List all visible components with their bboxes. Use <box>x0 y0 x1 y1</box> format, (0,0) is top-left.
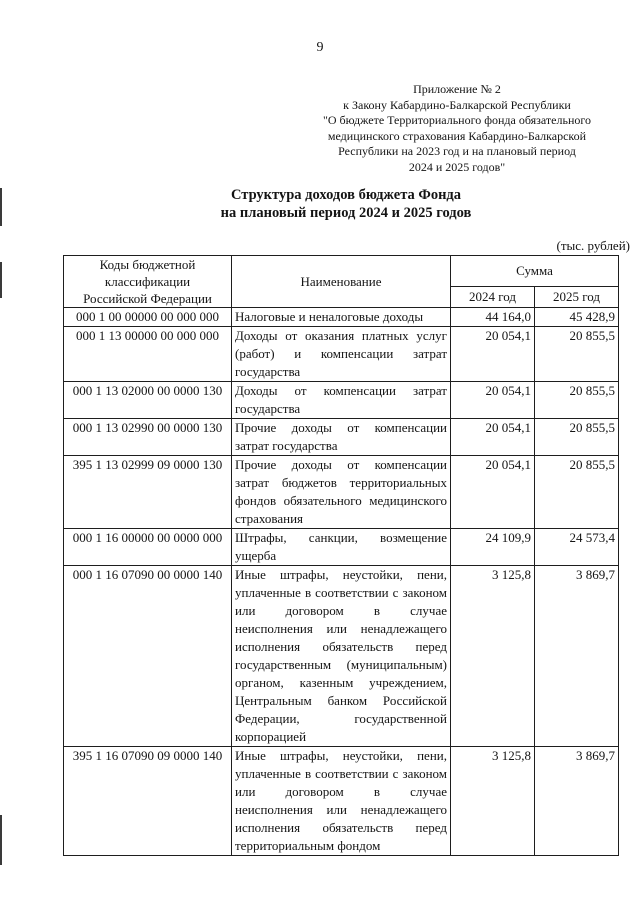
value-2024-cell: 3 125,8 <box>451 566 535 747</box>
code-cell: 000 1 13 00000 00 000 000 <box>64 327 232 382</box>
code-cell: 000 1 13 02990 00 0000 130 <box>64 419 232 456</box>
appendix-line: "О бюджете Территориального фонда обязательного <box>322 113 591 127</box>
name-cell: Доходы от оказания платных услуг (работ) и компенсации затрат государства <box>232 327 451 382</box>
table-row <box>64 456 619 529</box>
code-cell: 000 1 16 07090 00 0000 140 <box>64 566 232 747</box>
header-codes-line: классификации <box>104 274 191 289</box>
code-cell: 000 1 00 00000 00 000 000 <box>64 308 232 327</box>
value-2025-cell: 3 869,7 <box>535 566 619 747</box>
margin-mark <box>0 815 2 865</box>
name-cell: Иные штрафы, неустойки, пени, уплаченные в соответствии с законом или договором в случае неисполнения или ненадлежащего исполнения обязательств перед государственным (муниципальным) органом, казенным учреждением, Центральным банком Российской Федерации, государственной корпорацией <box>232 566 451 747</box>
header-codes-line: Российской Федерации <box>83 291 212 306</box>
value-2025-cell: 45 428,9 <box>535 308 619 327</box>
header-sum: Сумма <box>451 256 619 287</box>
value-2025-cell: 20 855,5 <box>535 419 619 456</box>
table-row <box>64 747 619 856</box>
table-row <box>64 382 619 419</box>
value-2024-cell: 20 054,1 <box>451 419 535 456</box>
value-2025-cell: 3 869,7 <box>535 747 619 856</box>
value-2025-cell: 20 855,5 <box>535 327 619 382</box>
title-line-2: на плановый период 2024 и 2025 годов <box>220 205 472 221</box>
value-2024-cell: 20 054,1 <box>451 456 535 529</box>
appendix-line: к Закону Кабардино-Балкарской Республики <box>343 97 571 112</box>
value-2025-cell: 20 855,5 <box>535 456 619 529</box>
page-number: 9 <box>316 40 324 55</box>
appendix-note <box>282 82 632 175</box>
value-2024-cell: 24 109,9 <box>451 529 535 566</box>
header-year-2025: 2025 год <box>535 287 619 308</box>
appendix-line: медицинского страхования Кабардино-Балкарской <box>327 128 587 143</box>
header-name: Наименование <box>232 256 451 308</box>
table-row <box>64 419 619 456</box>
code-cell: 000 1 16 00000 00 0000 000 <box>64 529 232 566</box>
name-cell: Штрафы, санкции, возмещение ущерба <box>232 529 451 566</box>
document-title <box>0 186 640 222</box>
table-row <box>64 308 619 327</box>
appendix-line: Республики на 2023 год и на плановый период <box>338 144 576 158</box>
header-codes <box>64 256 232 308</box>
table-row <box>64 566 619 747</box>
name-cell: Налоговые и неналоговые доходы <box>232 308 451 327</box>
name-cell: Доходы от компенсации затрат государства <box>232 382 451 419</box>
appendix-line: 2024 и 2025 годов" <box>408 159 506 174</box>
margin-mark <box>0 188 2 226</box>
table-header-row <box>64 256 619 287</box>
revenue-table <box>63 255 619 856</box>
value-2025-cell: 20 855,5 <box>535 382 619 419</box>
units-label: (тыс. рублей) <box>556 238 630 253</box>
value-2024-cell: 20 054,1 <box>451 382 535 419</box>
appendix-line: Приложение № 2 <box>413 82 501 96</box>
table-row <box>64 327 619 382</box>
code-cell: 395 1 16 07090 09 0000 140 <box>64 747 232 856</box>
margin-mark <box>0 262 2 298</box>
value-2024-cell: 44 164,0 <box>451 308 535 327</box>
value-2025-cell: 24 573,4 <box>535 529 619 566</box>
value-2024-cell: 3 125,8 <box>451 747 535 856</box>
header-year-2024: 2024 год <box>451 287 535 308</box>
code-cell: 395 1 13 02999 09 0000 130 <box>64 456 232 529</box>
table-row <box>64 529 619 566</box>
header-codes-line: Коды бюджетной <box>99 257 196 272</box>
name-cell: Прочие доходы от компенсации затрат бюджетов территориальных фондов обязательного медицинского страхования <box>232 456 451 529</box>
title-line-1: Структура доходов бюджета Фонда <box>230 187 462 203</box>
name-cell: Иные штрафы, неустойки, пени, уплаченные в соответствии с законом или договором в случае неисполнения или ненадлежащего исполнения обязательств перед территориальным фондом <box>232 747 451 856</box>
value-2024-cell: 20 054,1 <box>451 327 535 382</box>
code-cell: 000 1 13 02000 00 0000 130 <box>64 382 232 419</box>
name-cell: Прочие доходы от компенсации затрат государства <box>232 419 451 456</box>
